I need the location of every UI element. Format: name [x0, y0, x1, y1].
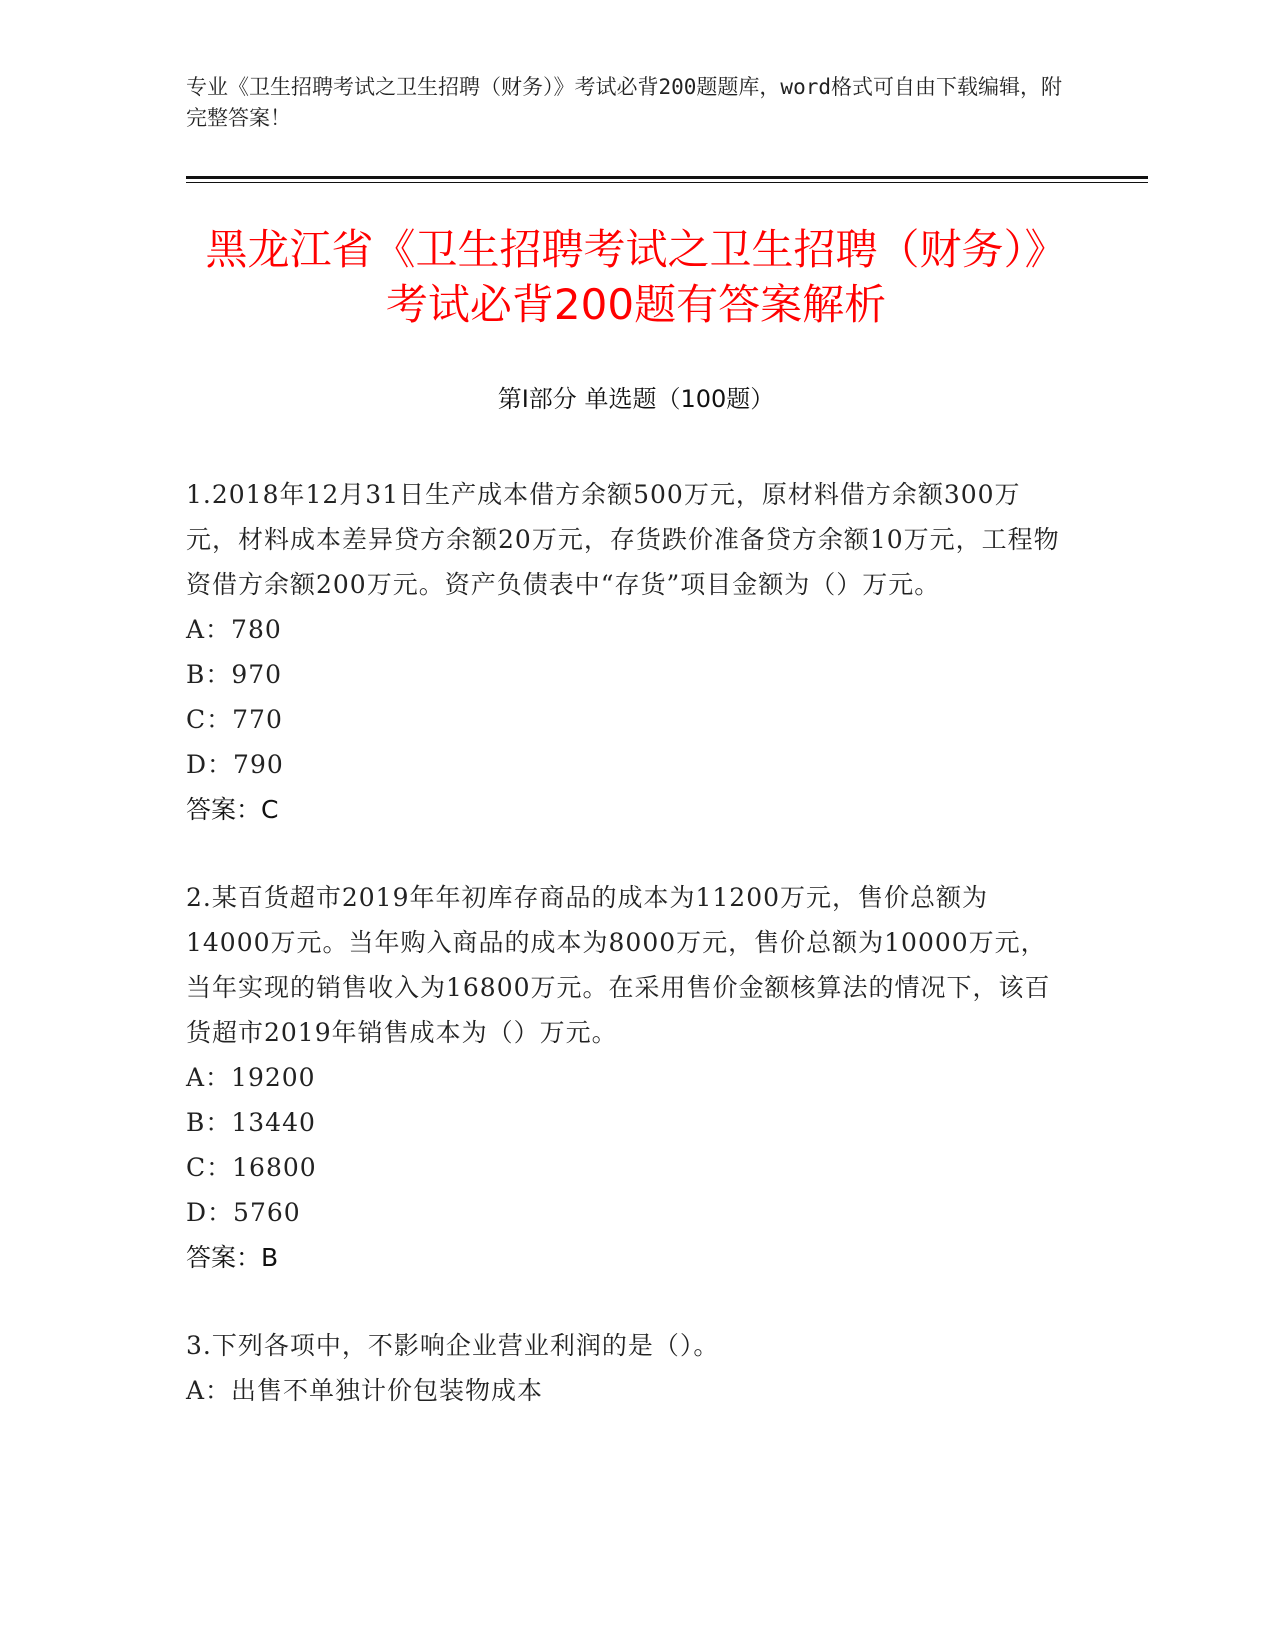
header-note: 专业《卫生招聘考试之卫生招聘（财务）》考试必背200题题库，word格式可自由下载编辑，附完整答案！ [186, 75, 1062, 130]
option-c: C：16800 [186, 1153, 317, 1182]
question-2 [186, 875, 1066, 1280]
option-b: B：970 [186, 660, 283, 689]
option-c: C：770 [186, 705, 283, 734]
option-b: B：13440 [186, 1108, 316, 1137]
question-stem: 1.2018年12月31日生产成本借方余额500万元，原材料借方余额300万元，材料成本差异贷方余额20万元，存货跌价准备贷方余额10万元，工程物资借方余额200万元。资产负债表中“存货”项目金额为（）万元。 [186, 480, 1060, 599]
question-3 [186, 1323, 1066, 1413]
header-divider-thin [186, 182, 1148, 183]
header-divider-thick [186, 176, 1148, 179]
option-a: A：19200 [186, 1063, 316, 1092]
option-a: A：780 [186, 615, 282, 644]
option-a: A：出售不单独计价包装物成本 [186, 1376, 544, 1405]
question-stem: 3.下列各项中，不影响企业营业利润的是（）。 [186, 1331, 720, 1360]
option-d: D：5760 [186, 1198, 301, 1227]
answer-line: 答案：B [186, 1243, 279, 1272]
question-stem: 2.某百货超市2019年年初库存商品的成本为11200万元，售价总额为14000万元。当年购入商品的成本为8000万元，售价总额为10000万元，当年实现的销售收入为16800万元。在采用售价金额核算法的情况下，该百货超市2019年销售成本为（）万元。 [186, 883, 1051, 1047]
question-list [186, 472, 1066, 1456]
answer-line: 答案：C [186, 795, 279, 824]
document-title: 黑龙江省《卫生招聘考试之卫生招聘（财务）》考试必背200题有答案解析 [205, 225, 1067, 329]
option-d: D：790 [186, 750, 284, 779]
question-1 [186, 472, 1066, 832]
section-title: 第Ⅰ部分 单选题（100题） [497, 385, 775, 413]
